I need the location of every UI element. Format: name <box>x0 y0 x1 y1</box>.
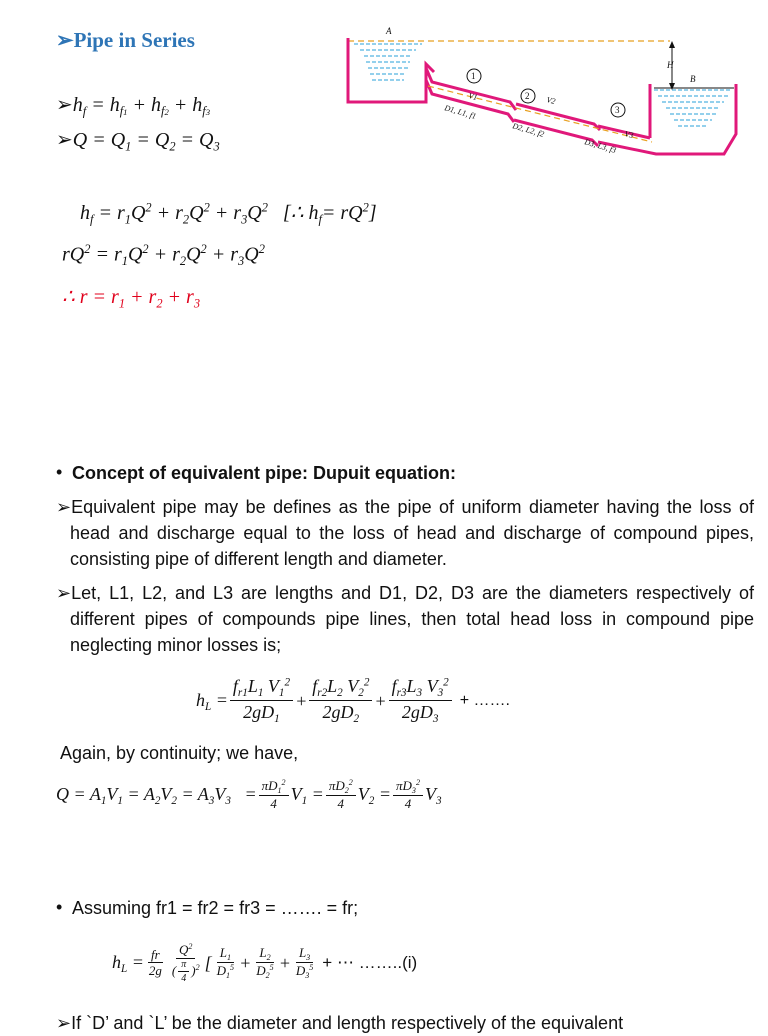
pipes-in-series-diagram <box>340 14 750 174</box>
eq-r-sum: ∴ $r = r_1 + r_2 + r_3$ <box>62 286 201 311</box>
label-v3: V3 <box>623 129 635 141</box>
label-v1: V1 <box>467 91 479 103</box>
page-title: ➢Pipe in Series <box>56 28 195 52</box>
equivalent-pipe-definition: ➢Equivalent pipe may be defines as the pipe of uniform diameter having the loss of head and discharge equal to the loss of head and discharge of compound pipes, consisting pipe of different length and diameter. <box>56 497 754 569</box>
label-v2: V2 <box>545 95 557 107</box>
eq-continuity: $Q = A_1V_1 = A_2V_2 = A_3V_3$ = $\frac{\pi D_1^2}{4}$ $V_1$ = $\frac{\pi D_2^2}{4}$ $V_2$ = $\frac{\pi D_3^2}{4}$ $V_3$ <box>56 778 442 812</box>
concept-title: Concept of equivalent pipe: Dupuit equation: <box>72 463 456 483</box>
circle-3-label: 3 <box>615 105 620 115</box>
label-a: A <box>386 26 392 36</box>
circle-2-label: 2 <box>525 91 530 101</box>
eq-hl-i: $h_L$ = $\frac{fr}{2g}$ $Q^2$ ( $\frac{\pi}{4}$ )$^2$ [ $\frac{L_1}{D_1^5}$ + $\frac{L_2}{D_2^5}$ + $\frac{L_3}{D_3^5}$ + ⋯ ……..(i) <box>112 942 418 984</box>
assuming-bullet: • <box>56 897 63 917</box>
eq-rq: $rQ^2 = r_1Q^2 + r_2Q^2 + r_3Q^2$ <box>62 242 265 268</box>
circle-1-label: 1 <box>471 71 476 81</box>
label-pipe1: D1, L1, f1 <box>443 103 478 121</box>
equivalent-pipe-line: ➢If `D’ and `L’ be the diameter and length respectively of the equivalent <box>56 1013 624 1033</box>
tank-a-water <box>354 44 422 80</box>
eq-q: ➢Q = $Q_1 = Q_2 = Q_3$ <box>56 127 220 154</box>
concept-bullet: • <box>56 462 63 482</box>
label-h: H <box>667 60 674 70</box>
assuming-text: Assuming fr1 = fr2 = fr3 = ……. = fr; <box>72 898 359 918</box>
eq-hl-i-tail: + ⋯ ……..(i) <box>322 953 418 973</box>
tank-b-water <box>654 90 732 126</box>
eq-hf-sum: $➢h_f = h_{f1} + h_{f2} + h_{f3}$ <box>56 92 211 119</box>
eq-hl-dots: + ……. <box>459 692 510 710</box>
label-b: B <box>690 74 696 84</box>
label-pipe2: D2, L2, f2 <box>511 121 546 139</box>
continuity-text: Again, by continuity; we have, <box>60 743 299 763</box>
tank-a <box>348 38 434 102</box>
label-pipe3: D3, L3, f3 <box>583 137 618 155</box>
eq-hf-r: $h_f = r_1Q^2 + r_2Q^2 + r_3Q^2$ [∴ $h_f= rQ^2$] <box>80 200 377 227</box>
compound-pipe-description: ➢Let, L1, L2, and L3 are lengths and D1, D2, D3 are the diameters respectively of different pipes of compounds pipe lines, then total head loss in compound pipe neglecting minor losses is; <box>56 583 754 655</box>
eq-hl-sum: $h_L$ = $\frac{f_{r1}L_1 V_1^2}{2gD_1}$ + $\frac{f_{r2}L_2 V_2^2}{2gD_2}$ + $\frac{f_{r3}L_3 V_3^2}{2gD_3}$ + ……. <box>196 676 510 726</box>
